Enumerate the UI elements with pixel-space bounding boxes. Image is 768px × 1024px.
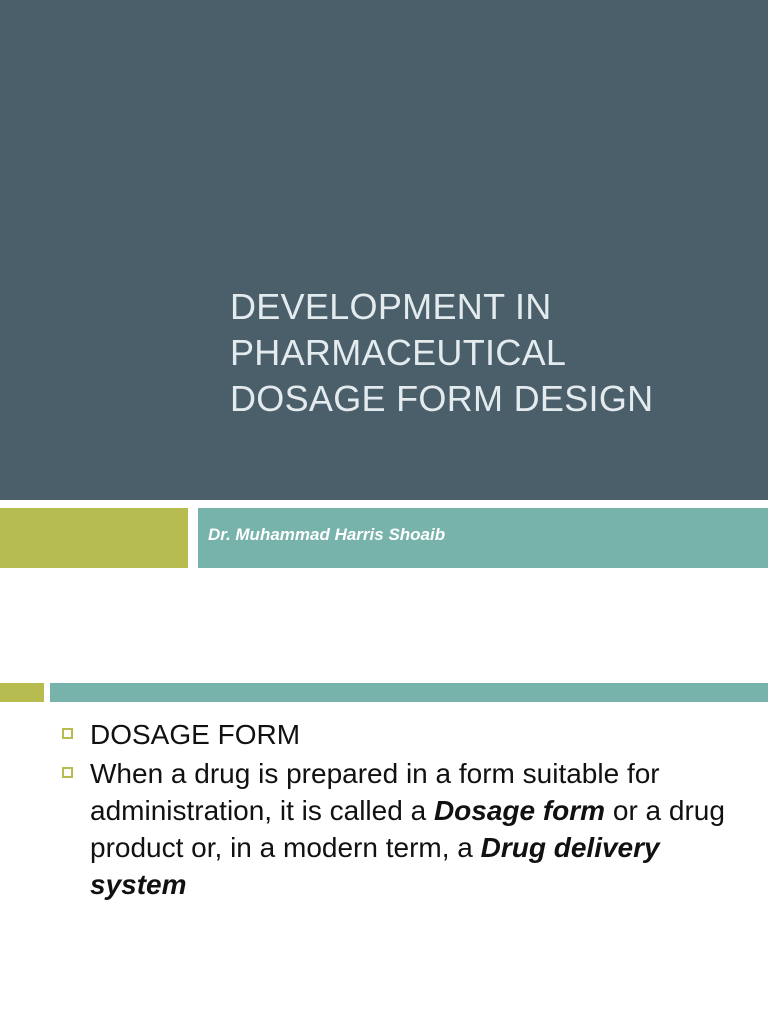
dosage-form-emphasis: Dosage form bbox=[433, 795, 606, 826]
slide-title bbox=[230, 284, 760, 422]
slide-title-line-1: DEVELOPMENT IN bbox=[230, 286, 552, 327]
bullet-text: DOSAGE FORM bbox=[90, 719, 301, 750]
slide-title-line-2: PHARMACEUTICAL bbox=[230, 332, 567, 373]
bullet-item-dosage-form-heading bbox=[60, 716, 740, 753]
definition-text-part-1: When a drug is prepared in a form suitable for administration, it is called a bbox=[90, 758, 660, 826]
bullet-list bbox=[60, 716, 740, 905]
author-name: Dr. Muhammad Harris Shoaib bbox=[208, 525, 446, 544]
definition-text-part-2: or a drug product or, in a modern term, a bbox=[90, 795, 725, 863]
green-accent-small-block bbox=[0, 683, 44, 702]
teal-header-bar bbox=[50, 683, 768, 702]
drug-delivery-system-emphasis: Drug delivery system bbox=[90, 832, 660, 900]
bullet-item-definition bbox=[60, 755, 740, 903]
hollow-square-bullet-icon bbox=[62, 767, 73, 778]
hollow-square-bullet-icon bbox=[62, 728, 73, 739]
slide-title-line-3: DOSAGE FORM DESIGN bbox=[230, 378, 654, 419]
green-accent-block bbox=[0, 508, 188, 568]
title-slide-background bbox=[0, 0, 768, 500]
